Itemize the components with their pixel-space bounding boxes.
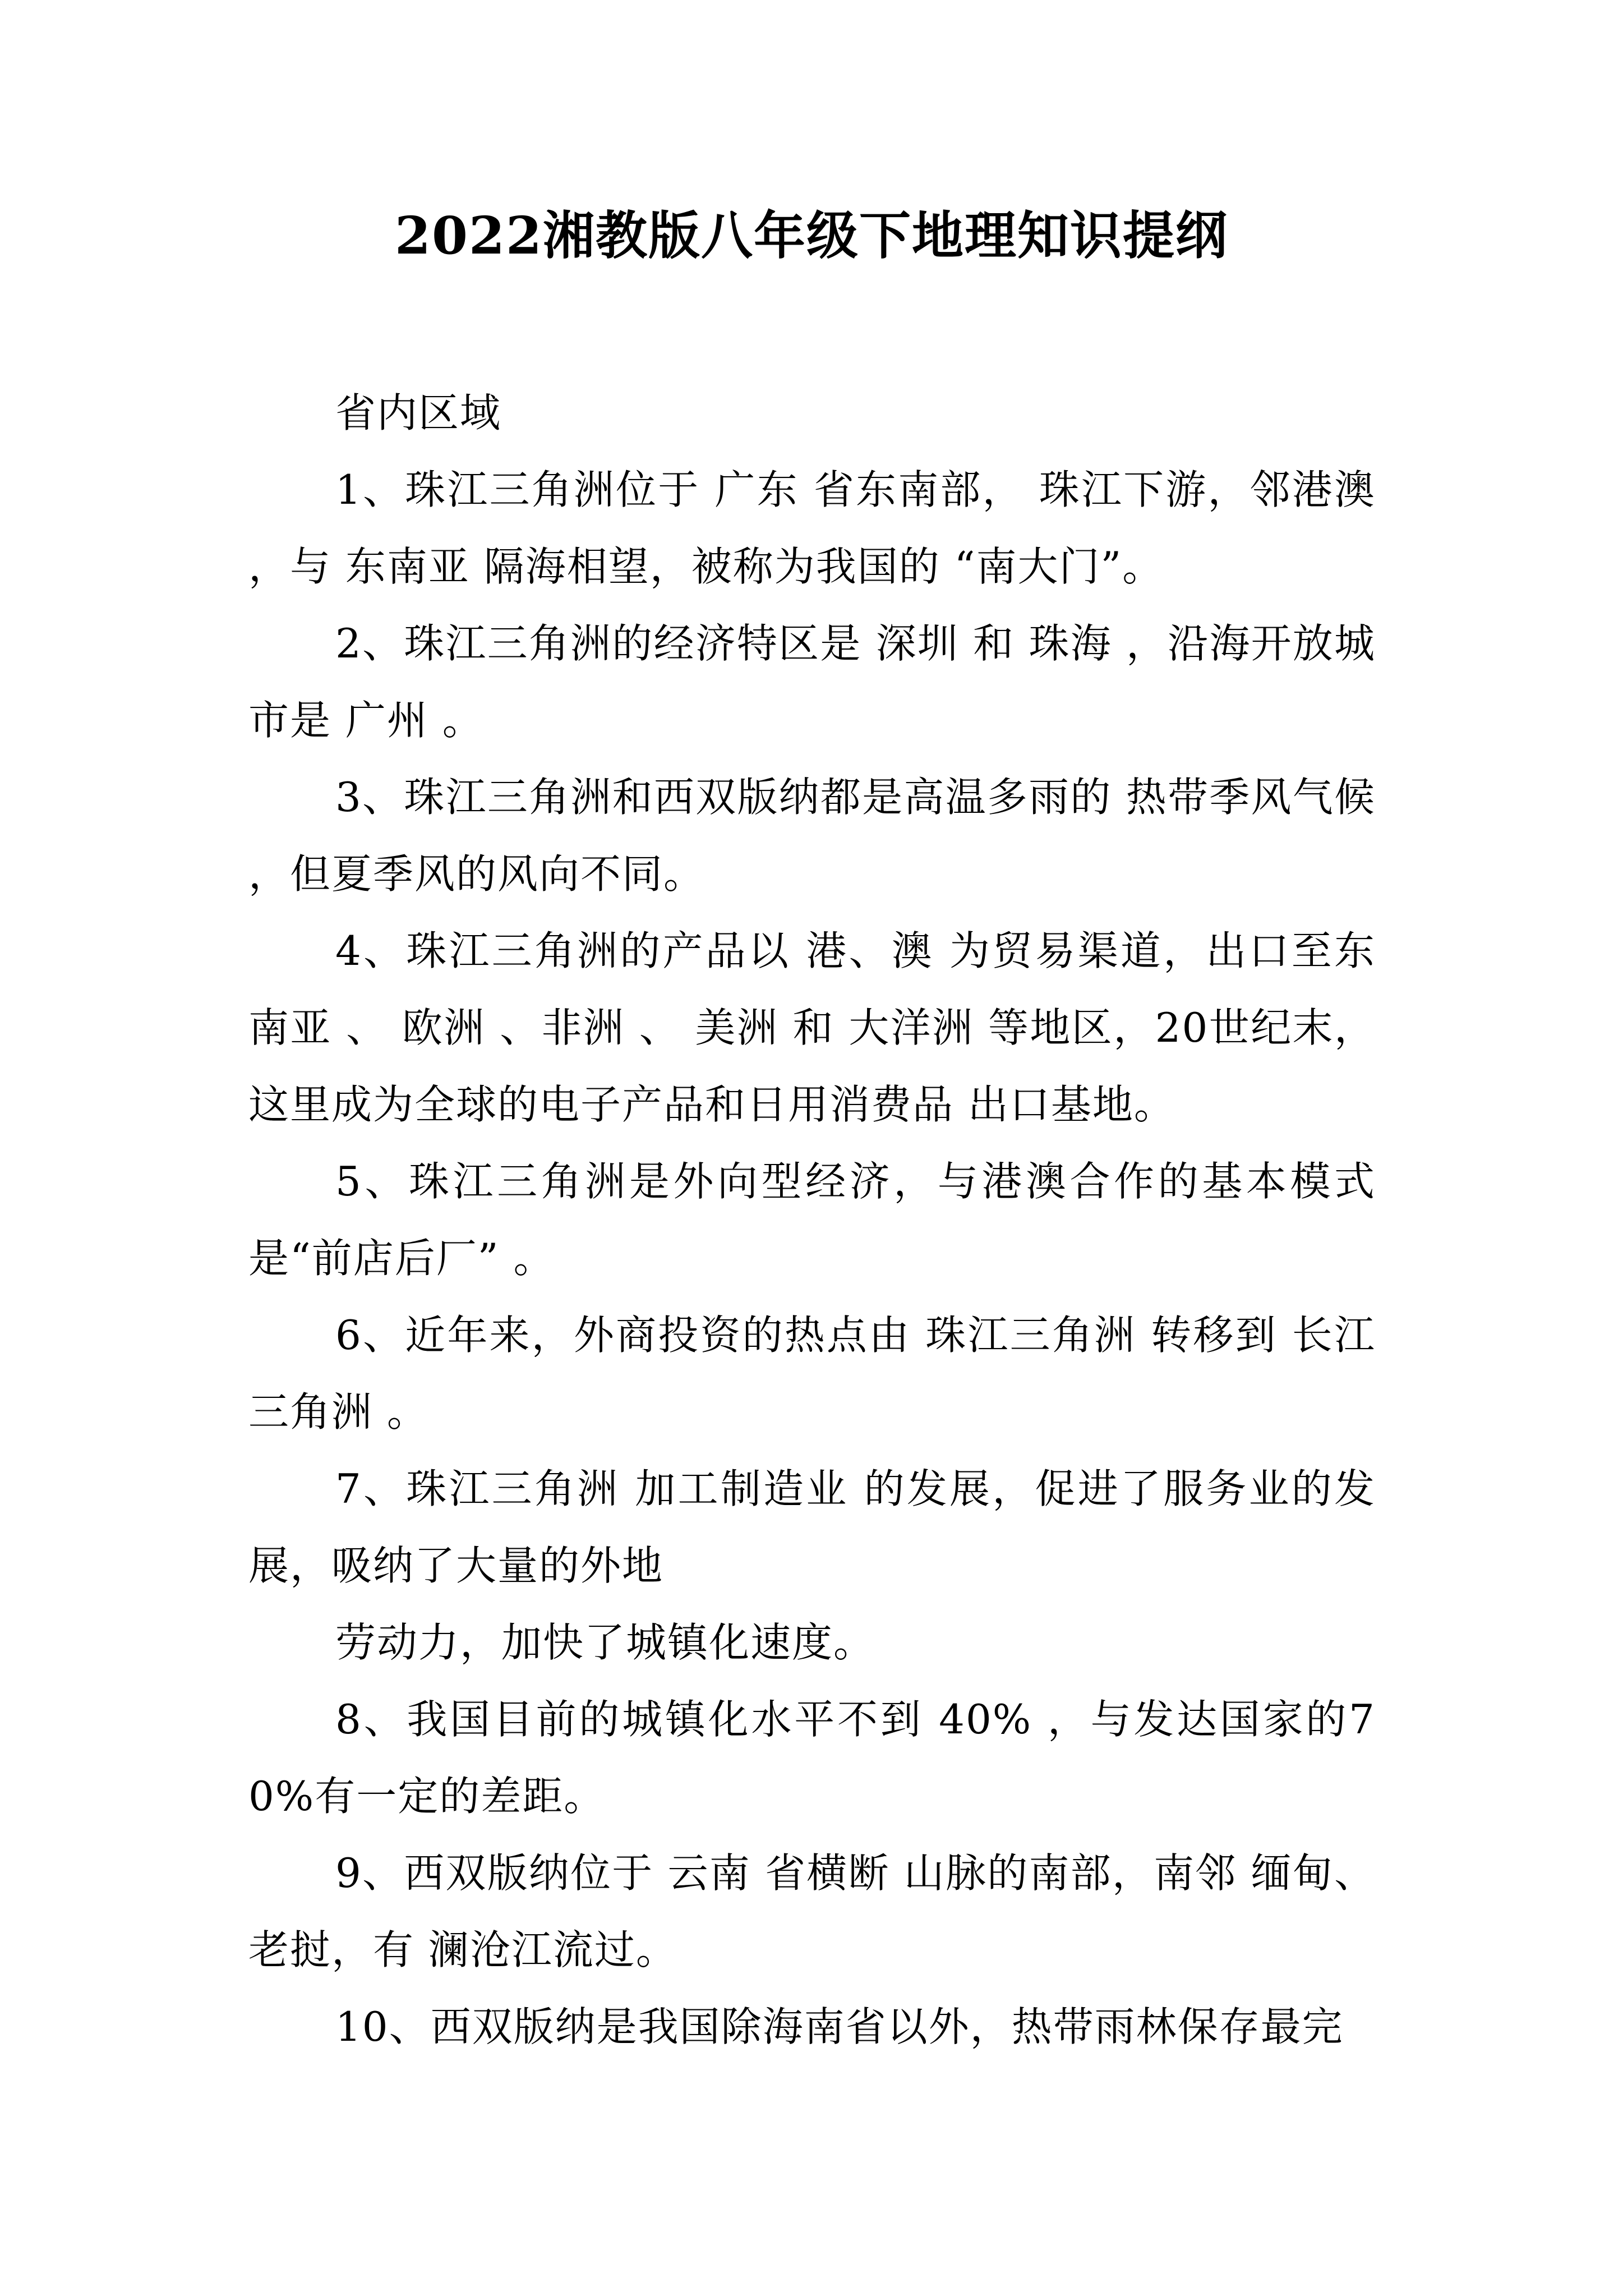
paragraph-8: 8、我国目前的城镇化水平不到 40% ，与发达国家的70%有一定的差距。 xyxy=(248,1696,1376,1820)
paragraph-2: 2、珠江三角洲的经济特区是 深圳 和 珠海 ，沿海开放城市是 广州 。 xyxy=(248,620,1376,744)
paragraph-3: 3、珠江三角洲和西双版纳都是高温多雨的 热带季风气候 ，但夏季风的风向不同。 xyxy=(248,774,1376,898)
paragraph-1: 1、珠江三角洲位于 广东 省东南部， 珠江下游，邻港澳 ，与 东南亚 隔海相望，被称为我国的 “南大门”。 xyxy=(248,466,1376,590)
paragraph-7: 7、珠江三角洲 加工制造业 的发展，促进了服务业的发展，吸纳了大量的外地 xyxy=(248,1465,1376,1589)
paragraph-9: 9、西双版纳位于 云南 省横断 山脉的南部，南邻 缅甸、老挝，有 澜沧江流过。 xyxy=(248,1849,1376,1973)
section-heading: 省内区域 xyxy=(335,389,502,436)
paragraph-5: 5、珠江三角洲是外向型经济，与港澳合作的基本模式是“前店后厂” 。 xyxy=(248,1158,1376,1282)
document-body xyxy=(248,375,1376,2065)
paragraph-7-continued: 劳动力，加快了城镇化速度。 xyxy=(335,1619,875,1666)
paragraph-4: 4、珠江三角洲的产品以 港、澳 为贸易渠道，出口至东南亚 、 欧洲 、非洲 、 美洲 和 大洋洲 等地区，20世纪末，这里成为全球的电子产品和日用消费品 出口基地。 xyxy=(248,927,1376,1128)
paragraph-10: 10、西双版纳是我国除海南省以外，热带雨林保存最完 xyxy=(335,2003,1344,2050)
paragraph-6: 6、近年来，外商投资的热点由 珠江三角洲 转移到 长江三角洲 。 xyxy=(248,1312,1376,1435)
document-title: 2022湘教版八年级下地理知识提纲 xyxy=(394,205,1229,266)
